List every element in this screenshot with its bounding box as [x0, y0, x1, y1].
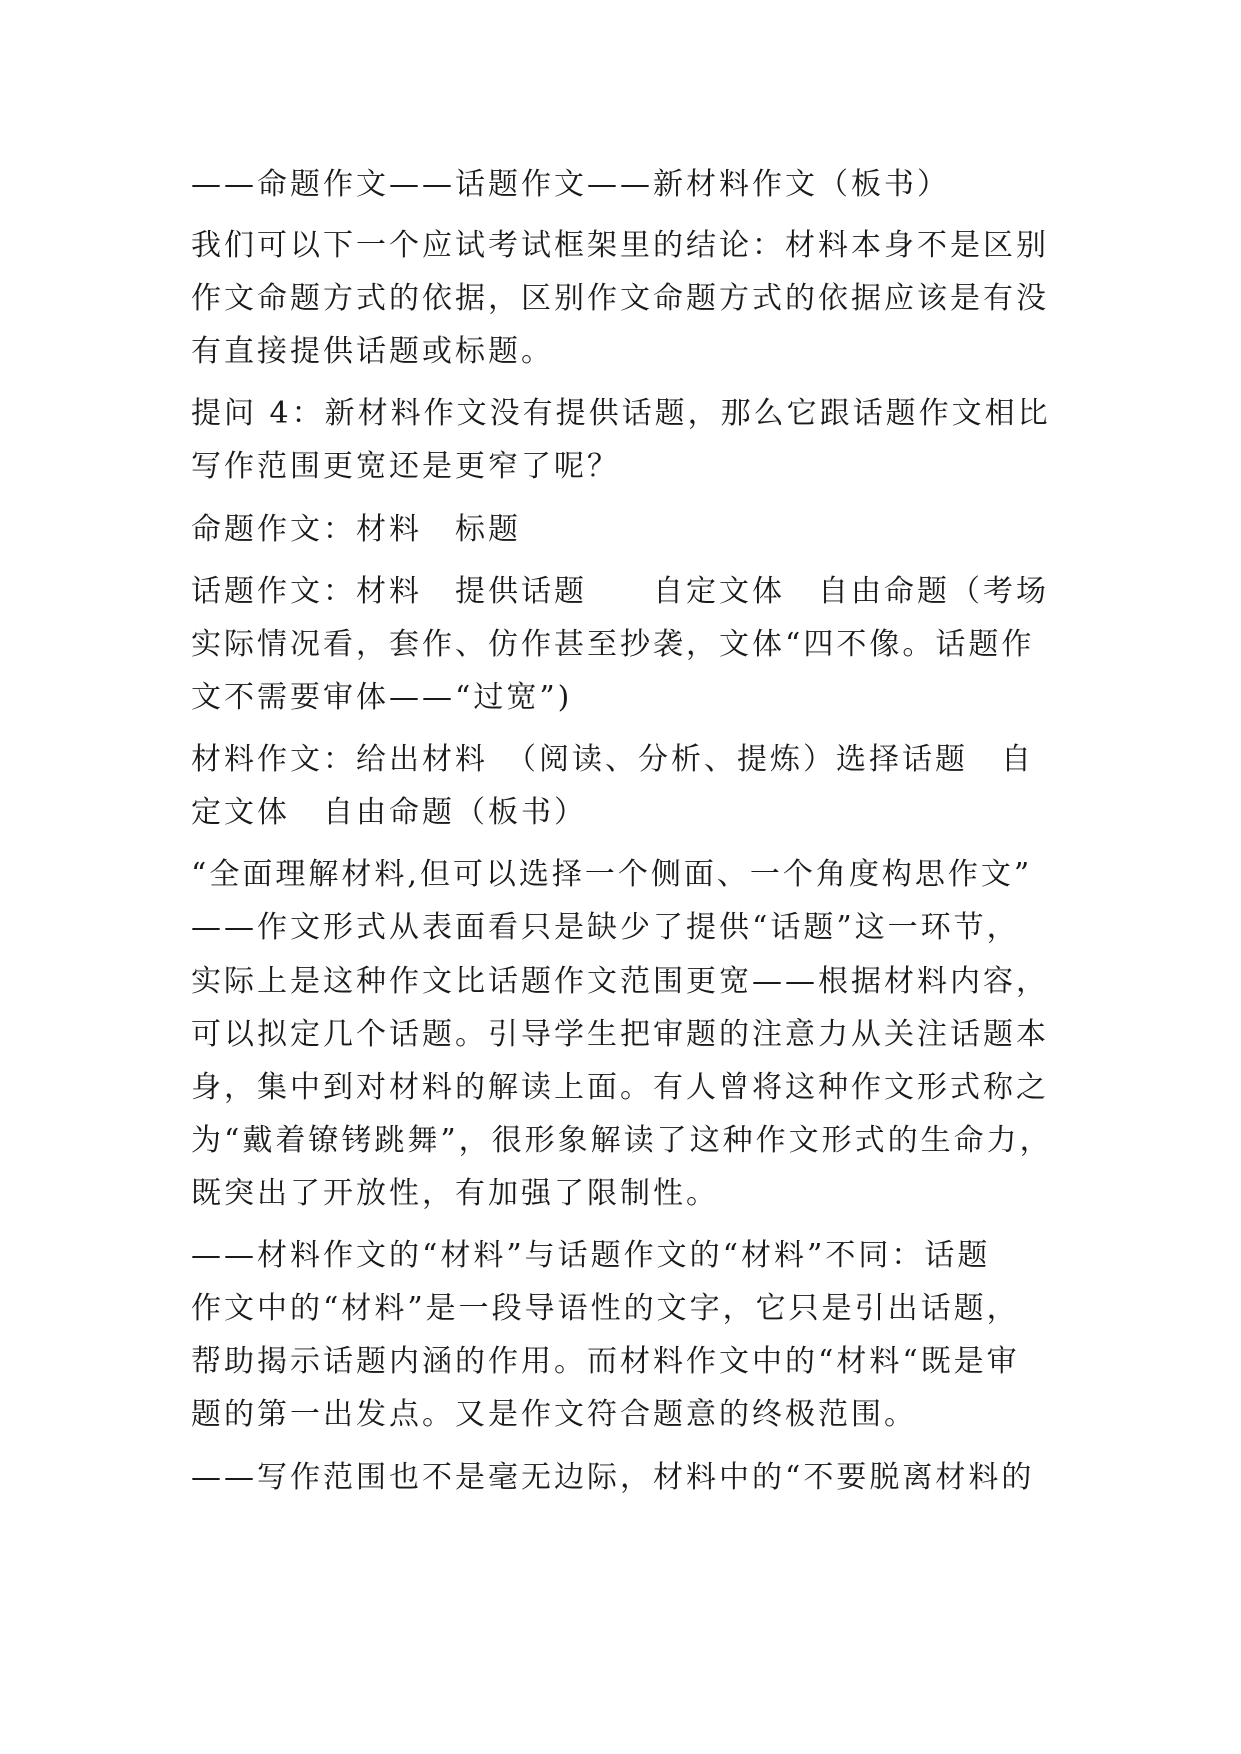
text-line: “全面理解材料,但可以选择一个侧面、一个角度构思作文” [191, 857, 1033, 892]
text-line: 题的第一出发点。又是作文符合题意的终极范围。 [191, 1397, 917, 1432]
text-line: 文不需要审体——“过宽”) [191, 680, 573, 715]
text-line: 作文中的“材料”是一段导语性的文字，它只是引出话题， [191, 1291, 1020, 1326]
text-line: 提问 4：新材料作文没有提供话题，那么它跟话题作文相比 [191, 396, 1051, 431]
text-line: 身，集中到对材料的解读上面。有人曾将这种作文形式称之 [191, 1070, 1049, 1105]
text-line: 实际上是这种作文比话题作文范围更宽——根据材料内容， [191, 964, 1049, 999]
text-line: 命题作文：材料 标题 [191, 512, 521, 547]
text-line: 为“戴着镣铐跳舞”，很形象解读了这种作文形式的生命力， [191, 1123, 1053, 1158]
text-line: 既突出了开放性，有加强了限制性。 [191, 1176, 719, 1211]
text-line: ——命题作文——话题作文——新材料作文（板书） [191, 167, 950, 202]
text-line: 有直接提供话题或标题。 [191, 334, 554, 369]
text-line: ——写作范围也不是毫无边际，材料中的“不要脱离材料的 [191, 1460, 1035, 1495]
text-line: 我们可以下一个应试考试框架里的结论：材料本身不是区别 [191, 228, 1049, 263]
text-line: ——作文形式从表面看只是缺少了提供“话题”这一环节， [191, 910, 1020, 945]
text-line: 帮助揭示话题内涵的作用。而材料作文中的“材料“既是审 [191, 1344, 1020, 1379]
text-line: 作文命题方式的依据，区别作文命题方式的依据应该是有没 [191, 281, 1049, 316]
text-line: 实际情况看，套作、仿作甚至抄袭，文体“四不像。话题作 [191, 627, 1035, 662]
text-line: 话题作文：材料 提供话题 自定文体 自由命题（考场 [191, 574, 1049, 609]
text-line: 可以拟定几个话题。引导学生把审题的注意力从关注话题本 [191, 1017, 1049, 1052]
text-line: ——材料作文的“材料”与话题作文的“材料”不同：话题 [191, 1238, 991, 1273]
text-line: 定文体 自由命题（板书） [191, 795, 587, 830]
text-line: 写作范围更宽还是更窄了呢？ [191, 449, 620, 484]
text-line: 材料作文：给出材料 （阅读、分析、提炼）选择话题 自 [191, 742, 1034, 777]
